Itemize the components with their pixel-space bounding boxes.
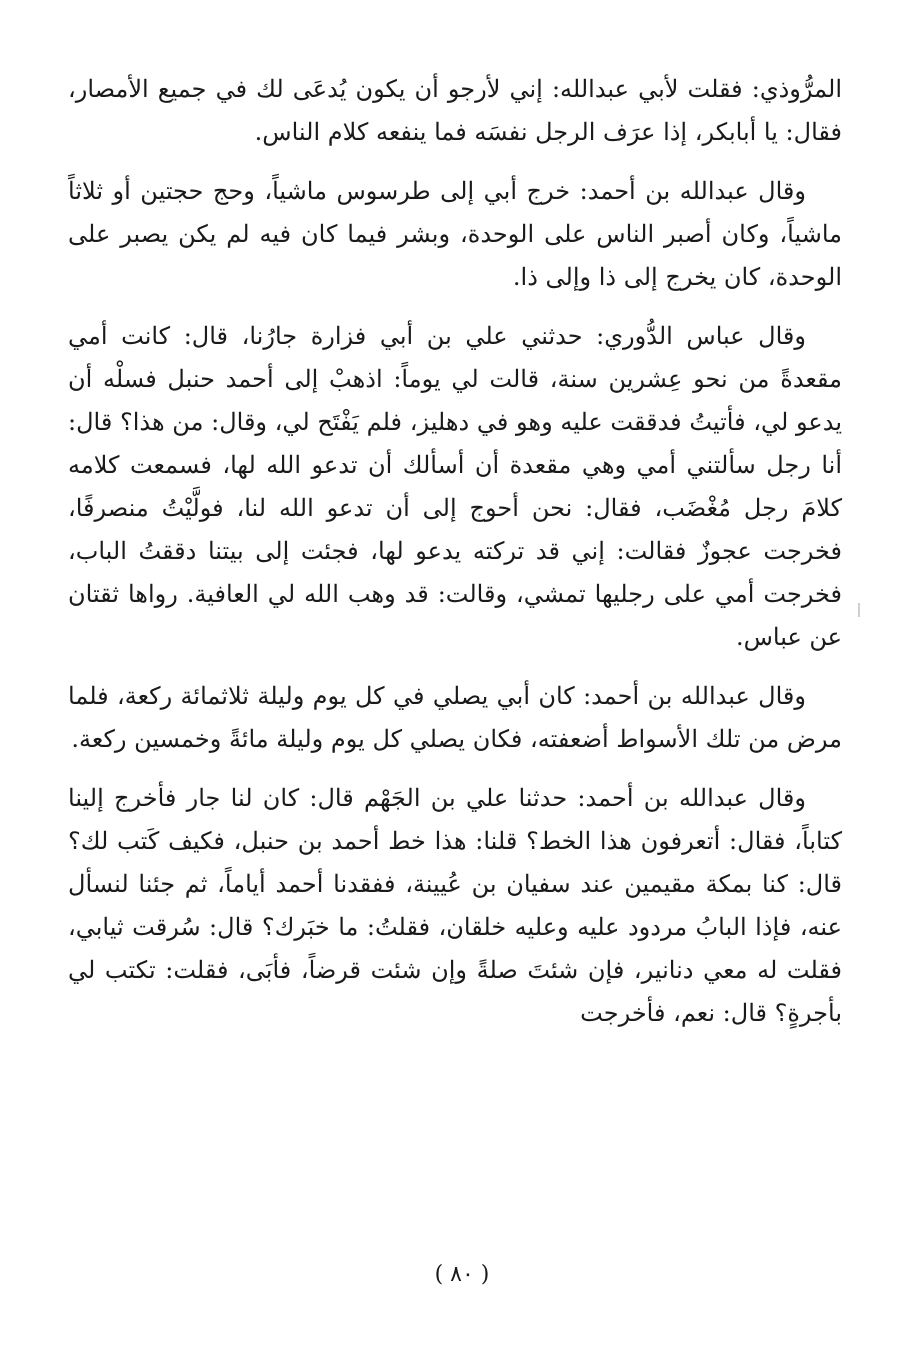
paragraph-3: وقال عباس الدُّوري: حدثني علي بن أبي فزارة جارُنا، قال: كانت أمي مقعدةً من نحو عِشرين سنة، قالت لي يوماً: اذهبْ إلى أحمد حنبل فسلْه أن يدعو لي، فأتيتُ فدققت عليه وهو في دهليز، فلم يَفْتَح لي، وقال: من هذا؟ قال: أنا رجل سألتني أمي وهي مقعدة أن أسألك أن تدعو الله لها، فسمعت كلامه كلامَ رجل مُغْضَب، فقال: نحن أحوج إلى أن تدعو الله لنا، فولَّيْتُ منصرفًا، فخرجت عجوزٌ فقالت: إني قد تركته يدعو لها، فجئت إلى بيتنا دققتُ الباب، فخرجت أمي على رجليها تمشي، وقالت: قد وهب الله لي العافية. رواها ثقتان عن عباس.	[68, 322, 842, 651]
scan-speck	[858, 603, 860, 617]
paragraph-5: وقال عبدالله بن أحمد: حدثنا علي بن الجَهْم قال: كان لنا جار فأخرج إلينا كتاباً، فقال: أتعرفون هذا الخط؟ قلنا: هذا خط أحمد بن حنبل، فكيف كَتب لك؟ قال: كنا بمكة مقيمين عند سفيان بن عُيينة، ففقدنا أحمد أياماً، ثم جئنا لنسأل عنه، فإذا البابُ مردود عليه وعليه خلقان، فقلتُ: ما خبَرك؟ قال: سُرقت ثيابي، فقلت له معي دنانير، فإن شئتَ صلةً وإن شئت قرضاً، فأبَى، فقلت: تكتب لي بأجرةٍ؟ قال: نعم، فأخرجت	[68, 784, 843, 1027]
body-text	[68, 68, 842, 1051]
page-number: ( ٨٠ )	[434, 1262, 490, 1287]
paragraph-2: وقال عبدالله بن أحمد: خرج أبي إلى طرسوس ماشياً، وحج حجتين أو ثلاثاً ماشياً، وكان أصبر الناس على الوحدة، وبشر فيما كان فيه لم يكن يصبر على الوحدة، كان يخرج إلى ذا وإلى ذا.	[68, 177, 842, 291]
paragraph-1: المرُّوذي: فقلت لأبي عبدالله: إني لأرجو أن يكون يُدعَى لك في جميع الأمصار، فقال: يا أبابكر، إذا عرَف الرجل نفسَه فما ينفعه كلام الناس.	[68, 75, 842, 146]
paragraph-4: وقال عبدالله بن أحمد: كان أبي يصلي في كل يوم وليلة ثلاثمائة ركعة، فلما مرض من تلك الأسواط أضعفته، فكان يصلي كل يوم وليلة مائةً وخمسين ركعة.	[68, 682, 842, 753]
